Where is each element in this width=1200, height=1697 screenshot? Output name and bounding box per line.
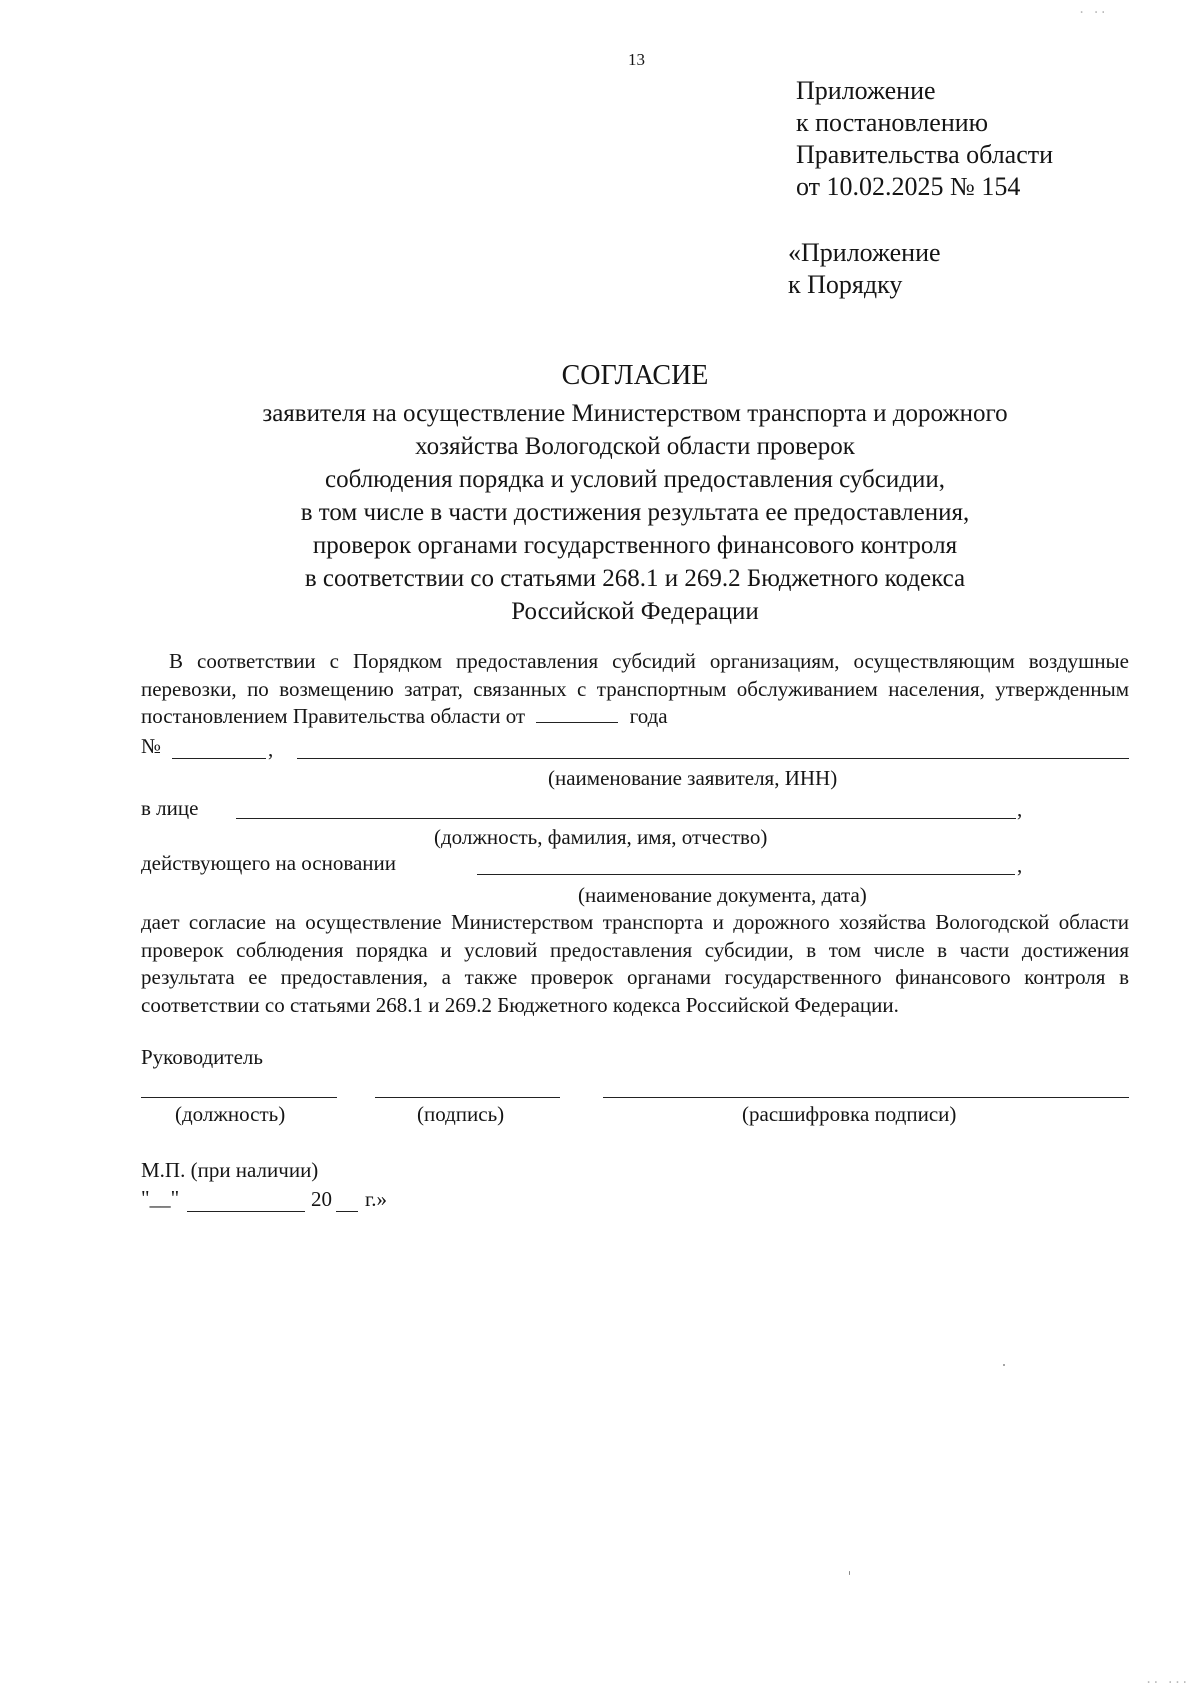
in-person-label: в лице	[141, 796, 199, 820]
appendix-order-line: к Порядку	[788, 270, 903, 299]
number-blank[interactable]	[172, 758, 266, 759]
consent-paragraph: дает согласие на осуществление Министерством транспорта и дорожного хозяйства Вологодской области проверок соблюдения порядка и условий предоставления субсидии, в том числе в части достижения результата ее предоставления, а также проверок органами государственного финансового контроля в соответствии со статьями 268.1 и 269.2 Бюджетного кодекса Российской Федерации.	[141, 910, 1129, 1017]
acting-basis-label: действующего на основании	[141, 851, 397, 875]
signature-line[interactable]	[375, 1097, 560, 1098]
caption-person: (должность, фамилия, имя, отчество)	[434, 825, 768, 849]
date-suffix: г.»	[365, 1187, 387, 1211]
head-label: Руководитель	[141, 1045, 263, 1069]
subtitle-line: соблюдения порядка и условий предоставления субсидии,	[325, 466, 945, 493]
caption-applicant: (наименование заявителя, ИНН)	[548, 766, 838, 790]
date-year-blank[interactable]	[336, 1211, 358, 1212]
comma: ,	[1017, 797, 1023, 821]
subtitle-line: в соответствии со статьями 268.1 и 269.2 Бюджетного кодекса	[304, 565, 966, 592]
decoding-signature-line[interactable]	[603, 1097, 1129, 1098]
intro-paragraph	[141, 648, 1129, 731]
appendix-header-line: от 10.02.2025 № 154	[796, 172, 1021, 201]
intro-text: В соответствии с Порядком предоставления субсидий организациям, осуществляющим воздушные перевозки, по возмещению затрат, связанных с транспортным обслуживанием населения, утвержденным постановлением Правительства области от	[141, 649, 1129, 728]
date-month-blank[interactable]	[187, 1211, 305, 1212]
scan-artifact-mark: .. ...	[1145, 1672, 1189, 1686]
date-blank[interactable]	[536, 722, 618, 723]
stamp-label: М.П. (при наличии)	[141, 1158, 319, 1182]
appendix-order-line: «Приложение	[788, 238, 941, 267]
caption-signature: (подпись)	[417, 1102, 505, 1126]
appendix-order	[788, 237, 941, 301]
subtitle-line: в том числе в части достижения результата ее предоставления,	[300, 499, 970, 526]
subtitle-line: Российской Федерации	[511, 598, 759, 625]
applicant-blank[interactable]	[297, 758, 1129, 759]
document-title: СОГЛАСИЕ	[561, 360, 709, 391]
number-sign: №	[141, 734, 162, 758]
scan-artifact-dot	[1003, 1364, 1005, 1366]
caption-decoding: (расшифровка подписи)	[742, 1102, 957, 1126]
subtitle-line: хозяйства Вологодской области проверок	[415, 433, 855, 460]
page-number: 13	[628, 50, 645, 69]
person-blank[interactable]	[236, 818, 1016, 819]
document-blank[interactable]	[477, 874, 1015, 875]
comma: ,	[1017, 853, 1023, 877]
scan-artifact-mark: . ..	[1078, 2, 1107, 16]
position-signature-line[interactable]	[141, 1097, 337, 1098]
caption-document: (наименование документа, дата)	[578, 883, 867, 907]
appendix-header-line: к постановлению	[796, 108, 989, 137]
appendix-header-line: Правительства области	[796, 140, 1054, 169]
caption-position: (должность)	[175, 1102, 286, 1126]
date-year-prefix: 20	[311, 1187, 332, 1211]
subtitle-line: заявителя на осуществление Министерством транспорта и дорожного	[262, 400, 1008, 427]
comma: ,	[268, 737, 274, 761]
subtitle-line: проверок органами государственного финансового контроля	[312, 532, 958, 559]
date-quote: "__"	[141, 1186, 180, 1210]
document-subtitle	[0, 397, 1200, 628]
intro-year-word: года	[629, 704, 668, 728]
scan-artifact-dot	[849, 1571, 850, 1575]
appendix-header	[796, 75, 1053, 203]
appendix-header-line: Приложение	[796, 76, 936, 105]
